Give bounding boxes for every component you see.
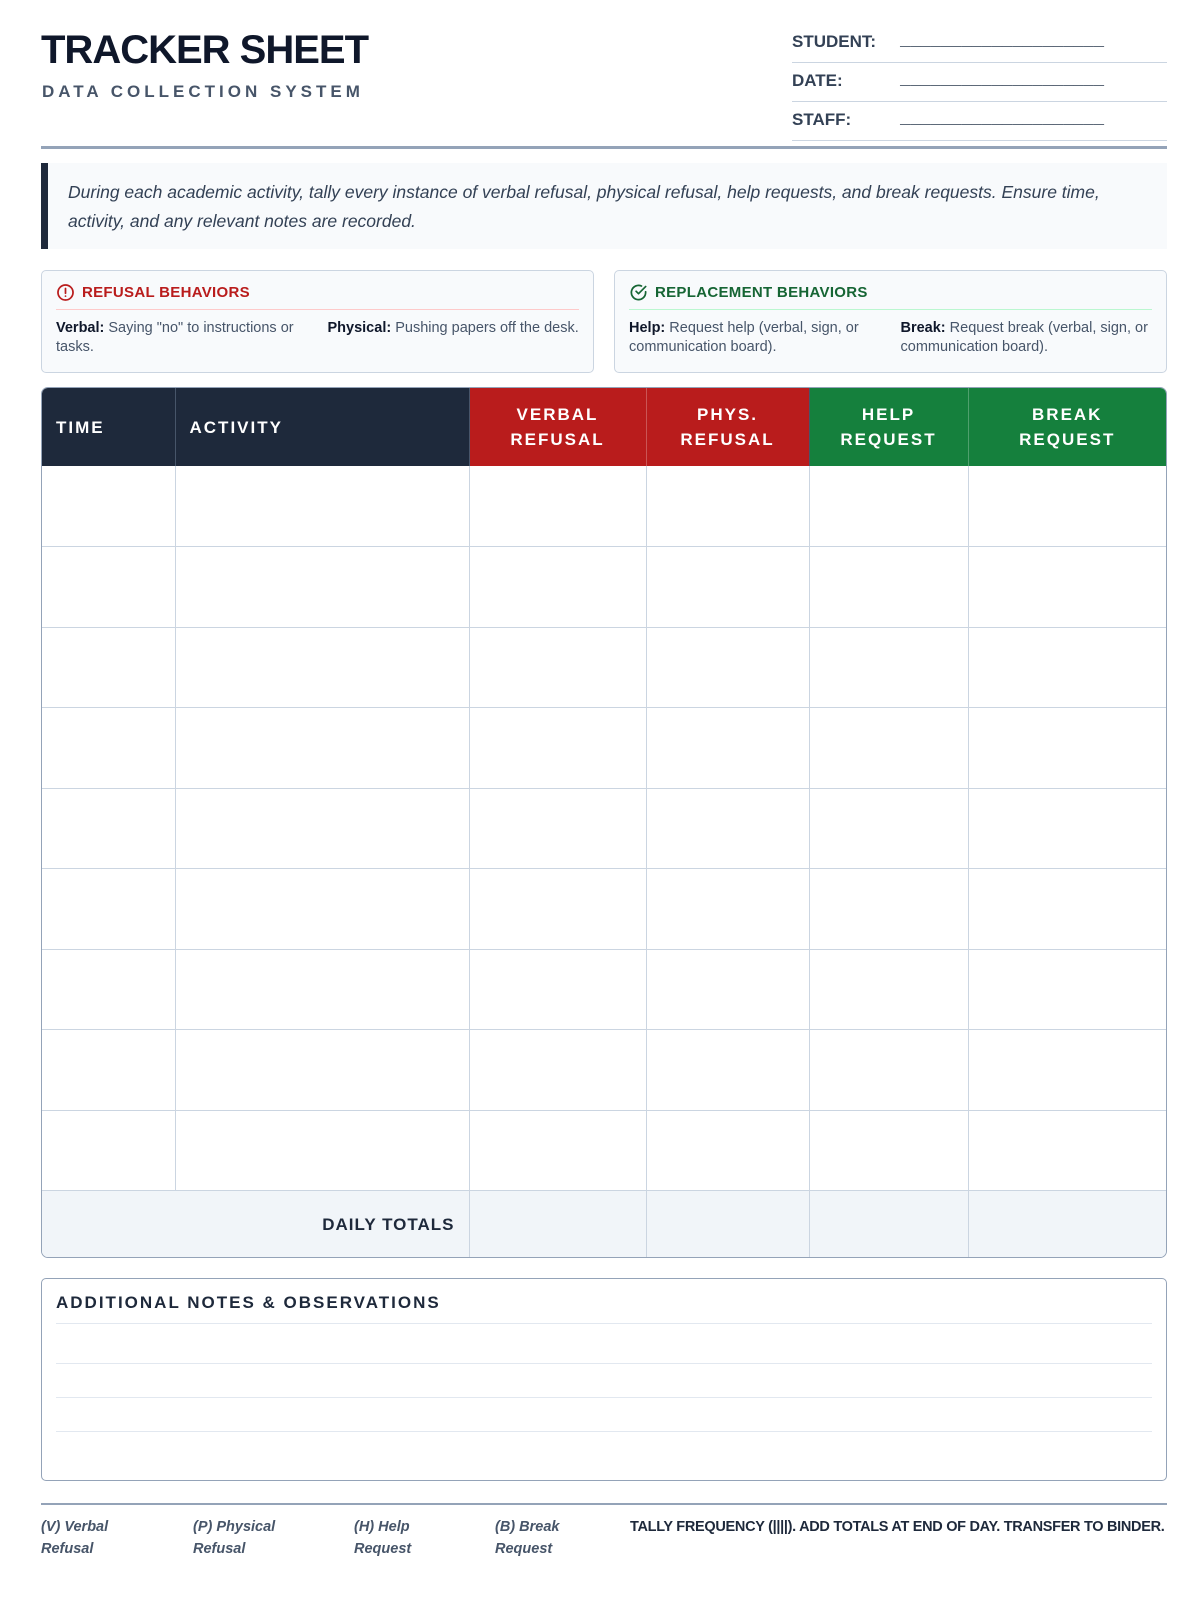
activity-cell[interactable]: [175, 466, 469, 547]
table-row: [42, 547, 1166, 628]
break-term: Break:: [900, 320, 946, 336]
break-tally-cell[interactable]: [968, 627, 1166, 708]
header-divider: [41, 146, 1167, 149]
physical-definition: [328, 319, 580, 357]
verbal-tally-cell[interactable]: [469, 949, 646, 1030]
break-tally-cell[interactable]: [968, 788, 1166, 869]
header: [41, 0, 1167, 150]
note-line[interactable]: [56, 1398, 1152, 1432]
refusal-card-title: REFUSAL BEHAVIORS: [82, 284, 250, 301]
table-row: [42, 788, 1166, 869]
help-tally-cell[interactable]: [809, 869, 968, 950]
break-tally-cell[interactable]: [968, 1110, 1166, 1191]
physical-tally-cell[interactable]: [646, 547, 809, 628]
break-definition: [901, 319, 1153, 357]
total-verbal-cell[interactable]: [469, 1191, 646, 1259]
student-field[interactable]: [792, 24, 1167, 63]
help-tally-cell[interactable]: [809, 788, 968, 869]
activity-cell[interactable]: [175, 627, 469, 708]
table-row: [42, 949, 1166, 1030]
activity-cell[interactable]: [175, 869, 469, 950]
help-definition: [629, 319, 881, 357]
replacement-card-header: [629, 283, 1152, 310]
info-fields: [792, 24, 1167, 141]
verbal-definition: [56, 319, 308, 357]
col-verbal-line1: VERBAL: [516, 405, 599, 424]
help-text: Request help (verbal, sign, or communication board).: [629, 320, 859, 355]
time-cell[interactable]: [42, 1030, 175, 1111]
key-line: (B) Break: [495, 1519, 560, 1535]
help-tally-cell[interactable]: [809, 1110, 968, 1191]
col-verbal-refusal: [469, 388, 646, 466]
time-cell[interactable]: [42, 1110, 175, 1191]
table-row: [42, 627, 1166, 708]
staff-blank[interactable]: ____________________: [900, 110, 1105, 129]
physical-tally-cell[interactable]: [646, 627, 809, 708]
verbal-tally-cell[interactable]: [469, 708, 646, 789]
notes-box: [41, 1278, 1167, 1481]
col-help-line2: REQUEST: [840, 430, 937, 449]
notes-title: ADDITIONAL NOTES & OBSERVATIONS: [56, 1293, 1152, 1324]
total-help-cell[interactable]: [809, 1191, 968, 1259]
check-circle-icon: [629, 283, 648, 302]
instructions-box: [41, 163, 1167, 249]
footer-key-verbal: [41, 1516, 108, 1560]
break-tally-cell[interactable]: [968, 869, 1166, 950]
key-line: Request: [354, 1541, 412, 1557]
break-tally-cell[interactable]: [968, 1030, 1166, 1111]
verbal-tally-cell[interactable]: [469, 466, 646, 547]
physical-tally-cell[interactable]: [646, 466, 809, 547]
verbal-tally-cell[interactable]: [469, 1110, 646, 1191]
refusal-behaviors-card: [41, 270, 594, 373]
page-title: TRACKER SHEET: [41, 28, 369, 72]
col-phys-line1: PHYS.: [696, 405, 759, 424]
col-help-line1: HELP: [861, 405, 916, 424]
activity-cell[interactable]: [175, 1030, 469, 1111]
help-tally-cell[interactable]: [809, 708, 968, 789]
key-line: (P) Physical: [193, 1519, 276, 1535]
total-break-cell[interactable]: [968, 1191, 1166, 1259]
verbal-tally-cell[interactable]: [469, 1030, 646, 1111]
time-cell[interactable]: [42, 788, 175, 869]
page-subtitle: DATA COLLECTION SYSTEM: [42, 82, 364, 101]
col-activity: ACTIVITY: [175, 388, 469, 466]
help-term: Help:: [629, 320, 666, 336]
key-line: Refusal: [41, 1541, 94, 1557]
physical-tally-cell[interactable]: [646, 788, 809, 869]
replacement-behaviors-card: [614, 270, 1167, 373]
verbal-tally-cell[interactable]: [469, 788, 646, 869]
date-blank[interactable]: ____________________: [900, 71, 1105, 90]
physical-tally-cell[interactable]: [646, 708, 809, 789]
col-break-line1: BREAK: [1032, 405, 1103, 424]
total-physical-cell[interactable]: [646, 1191, 809, 1259]
date-field[interactable]: [792, 63, 1167, 102]
col-time: TIME: [42, 388, 175, 466]
physical-tally-cell[interactable]: [646, 1030, 809, 1111]
physical-tally-cell[interactable]: [646, 949, 809, 1030]
table-header-row: [42, 388, 1166, 466]
col-phys-line2: REFUSAL: [680, 430, 775, 449]
key-line: (H) Help: [354, 1519, 410, 1535]
verbal-text: Saying "no" to instructions or tasks.: [56, 320, 294, 355]
refusal-card-header: [56, 283, 579, 310]
help-tally-cell[interactable]: [809, 1030, 968, 1111]
key-line: Refusal: [193, 1541, 246, 1557]
help-tally-cell[interactable]: [809, 949, 968, 1030]
activity-cell[interactable]: [175, 547, 469, 628]
table-row: [42, 1110, 1166, 1191]
physical-term: Physical:: [327, 320, 392, 336]
activity-cell[interactable]: [175, 788, 469, 869]
alert-circle-icon: [56, 283, 75, 302]
col-break-line2: REQUEST: [1019, 430, 1116, 449]
activity-cell[interactable]: [175, 708, 469, 789]
physical-text: Pushing papers off the desk.: [395, 320, 579, 336]
date-label: DATE:: [792, 71, 843, 90]
key-line: (V) Verbal: [41, 1519, 109, 1535]
activity-cell[interactable]: [175, 1110, 469, 1191]
help-tally-cell[interactable]: [809, 627, 968, 708]
col-break-request: [968, 388, 1166, 466]
footer-key-break: [495, 1516, 559, 1560]
verbal-tally-cell[interactable]: [469, 547, 646, 628]
verbal-tally-cell[interactable]: [469, 869, 646, 950]
col-help-request: [809, 388, 968, 466]
daily-totals-label: DAILY TOTALS: [42, 1191, 469, 1259]
time-cell[interactable]: [42, 869, 175, 950]
footer-key-physical: [193, 1516, 275, 1560]
footer-instructions: TALLY FREQUENCY (||||). ADD TOTALS AT END OF DAY. TRANSFER TO BINDER.: [630, 1519, 1165, 1535]
physical-tally-cell[interactable]: [646, 1110, 809, 1191]
activity-cell[interactable]: [175, 949, 469, 1030]
table-row: [42, 1030, 1166, 1111]
tracking-table: [41, 387, 1167, 1258]
footer-divider: [41, 1503, 1167, 1505]
time-cell[interactable]: [42, 466, 175, 547]
tracker-sheet: [41, 0, 1167, 1557]
student-label: STUDENT:: [792, 32, 877, 51]
break-tally-cell[interactable]: [968, 466, 1166, 547]
help-tally-cell[interactable]: [809, 547, 968, 628]
note-line[interactable]: [56, 1364, 1152, 1398]
table-row: [42, 869, 1166, 950]
break-tally-cell[interactable]: [968, 547, 1166, 628]
time-cell[interactable]: [42, 547, 175, 628]
break-tally-cell[interactable]: [968, 949, 1166, 1030]
table-row: [42, 466, 1166, 547]
time-cell[interactable]: [42, 949, 175, 1030]
replacement-card-title: REPLACEMENT BEHAVIORS: [655, 284, 868, 301]
staff-field[interactable]: [792, 102, 1167, 141]
staff-label: STAFF:: [792, 110, 852, 129]
table-row: [42, 708, 1166, 789]
student-blank[interactable]: ____________________: [900, 32, 1105, 51]
verbal-tally-cell[interactable]: [469, 627, 646, 708]
col-physical-refusal: [646, 388, 809, 466]
daily-totals-row: [42, 1191, 1166, 1259]
key-line: Request: [495, 1541, 553, 1557]
note-line[interactable]: [56, 1324, 1152, 1364]
time-cell[interactable]: [42, 627, 175, 708]
help-tally-cell[interactable]: [809, 466, 968, 547]
break-text: Request break (verbal, sign, or communication board).: [900, 320, 1148, 355]
break-tally-cell[interactable]: [968, 708, 1166, 789]
physical-tally-cell[interactable]: [646, 869, 809, 950]
time-cell[interactable]: [42, 708, 175, 789]
instructions-text: During each academic activity, tally every instance of verbal refusal, physical refusal, help requests, and break requests. Ensure time, activity, and any relevant notes are recorded.: [68, 182, 1100, 231]
verbal-term: Verbal:: [56, 320, 105, 336]
footer-key-help: [354, 1516, 411, 1560]
col-verbal-line2: REFUSAL: [510, 430, 605, 449]
